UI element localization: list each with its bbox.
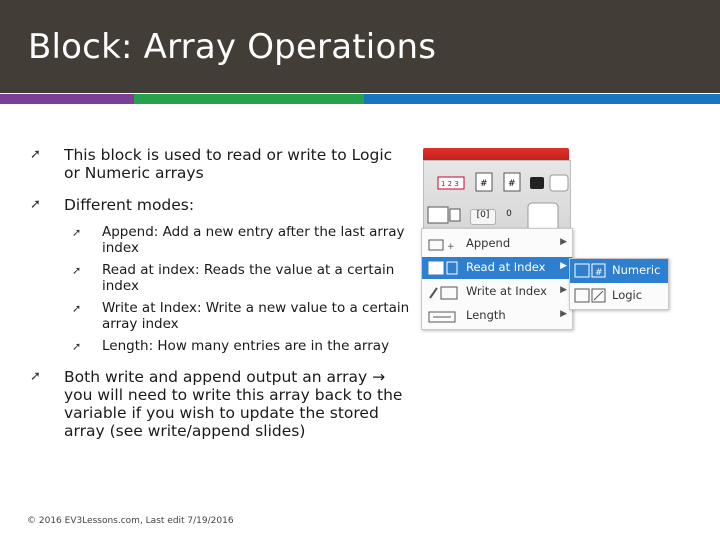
slide-title: Block: Array Operations bbox=[28, 27, 437, 67]
menu-item-label: Length bbox=[466, 308, 506, 322]
svg-text:+: + bbox=[447, 242, 455, 252]
bullet-text: This block is used to read or write to Logic or Numeric arrays bbox=[64, 146, 393, 182]
array-operations-block bbox=[423, 160, 571, 236]
sub-bullet-item bbox=[60, 300, 410, 332]
bullet-text-part1: Both write and append output an array bbox=[64, 368, 368, 386]
chevron-right-icon: ▶ bbox=[560, 309, 567, 319]
chevron-right-icon: ▶ bbox=[560, 237, 567, 247]
read-at-index-icon bbox=[427, 260, 461, 276]
menu-item-label: Read at Index bbox=[466, 260, 546, 274]
sub-bullet-text: Length: How many entries are in the array bbox=[102, 338, 390, 354]
numeric-icon bbox=[574, 263, 608, 279]
length-icon bbox=[427, 308, 461, 324]
type-submenu bbox=[569, 258, 669, 310]
numeric-type-icon bbox=[450, 209, 460, 221]
accent-bar-green bbox=[134, 94, 364, 104]
block-header-strip bbox=[423, 148, 569, 160]
output-port bbox=[528, 203, 558, 231]
submenu-item-label: Logic bbox=[612, 288, 643, 302]
bullet-arrow-icon: ➚ bbox=[30, 147, 41, 162]
menu-item-write-at-index[interactable] bbox=[422, 281, 572, 303]
sub-bullet-item bbox=[60, 262, 410, 294]
briefcase-icon bbox=[530, 177, 544, 189]
bullet-item bbox=[30, 368, 410, 440]
sub-bullet-item bbox=[60, 338, 410, 354]
bullet-arrow-icon: ➚ bbox=[30, 197, 41, 212]
sub-bullet-text: Read at index: Reads the value at a certain index bbox=[102, 262, 395, 294]
title-bar bbox=[0, 0, 720, 93]
bullet-text-part2: you will need to write this array back to the variable if you wish to update the stored array (see write/append slides) bbox=[64, 386, 403, 440]
port-slot bbox=[550, 175, 568, 191]
right-arrow-icon: → bbox=[372, 368, 386, 386]
svg-text:1 2 3: 1 2 3 bbox=[441, 180, 459, 188]
bullet-item bbox=[30, 146, 410, 182]
bullet-item bbox=[30, 196, 410, 214]
sub-bullet-item bbox=[60, 224, 410, 256]
submenu-item-numeric[interactable] bbox=[570, 259, 668, 283]
submenu-item-label: Numeric bbox=[612, 263, 661, 277]
menu-item-read-at-index[interactable] bbox=[422, 257, 572, 279]
svg-text:#: # bbox=[595, 268, 603, 278]
mode-selector-icon bbox=[428, 207, 448, 223]
submenu-item-logic[interactable] bbox=[570, 284, 668, 308]
append-icon bbox=[427, 236, 461, 252]
write-at-index-icon bbox=[427, 284, 461, 300]
menu-item-append[interactable] bbox=[422, 233, 572, 255]
mode-menu bbox=[421, 228, 573, 330]
menu-item-label: Write at Index bbox=[466, 284, 547, 298]
bullet-arrow-icon: ➚ bbox=[30, 369, 41, 384]
menu-item-length[interactable] bbox=[422, 305, 572, 327]
accent-bar-purple bbox=[0, 94, 134, 104]
block-icons bbox=[424, 161, 570, 235]
svg-text:#: # bbox=[508, 179, 516, 189]
sub-bullet-text: Write at Index: Write a new value to a certain array index bbox=[102, 300, 410, 332]
bullet-arrow-icon: ➚ bbox=[72, 264, 82, 277]
bullet-arrow-icon: ➚ bbox=[72, 340, 82, 353]
value-port: 0 bbox=[506, 209, 512, 219]
footer-copyright: © 2016 EV3Lessons.com, Last edit 7/19/2016 bbox=[27, 516, 234, 526]
sub-bullet-text: Append: Add a new entry after the last array index bbox=[102, 224, 405, 256]
bullet-list bbox=[30, 146, 410, 454]
logic-icon bbox=[574, 288, 608, 304]
menu-item-label: Append bbox=[466, 236, 511, 250]
bullet-arrow-icon: ➚ bbox=[72, 226, 82, 239]
sub-bullet-list bbox=[30, 224, 410, 354]
index-port: [0] bbox=[470, 209, 496, 225]
bullet-text: Different modes: bbox=[64, 196, 195, 214]
accent-bar-blue bbox=[364, 94, 720, 104]
chevron-right-icon: ▶ bbox=[560, 285, 567, 295]
array-operations-screenshot bbox=[421, 148, 671, 330]
chevron-right-icon: ▶ bbox=[560, 261, 567, 271]
bullet-arrow-icon: ➚ bbox=[72, 302, 82, 315]
svg-text:#: # bbox=[480, 179, 488, 189]
